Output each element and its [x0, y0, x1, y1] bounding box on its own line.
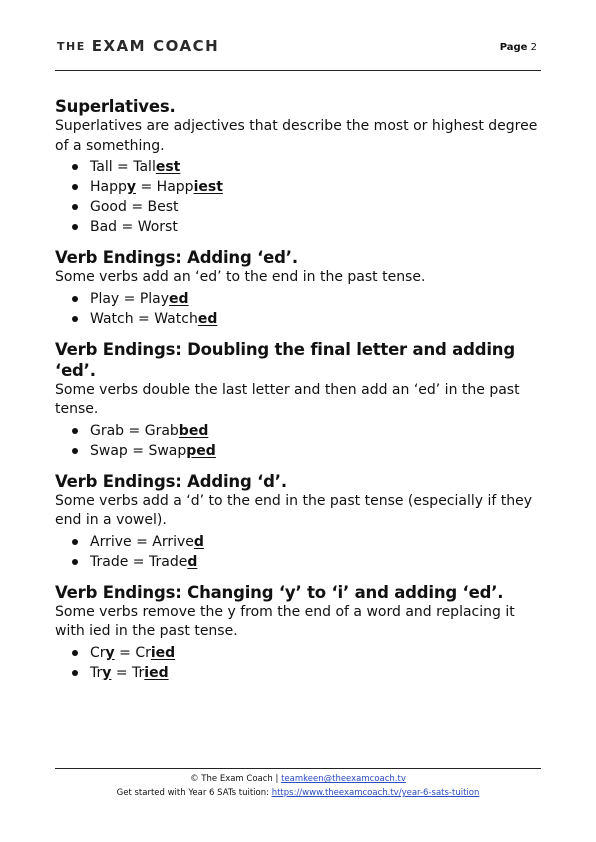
stem: Cr — [135, 644, 151, 661]
list-item — [90, 421, 545, 441]
base-word: Grab — [90, 422, 125, 439]
section-adding-ed — [55, 247, 545, 329]
equals: = — [133, 310, 155, 327]
section-title: Verb Endings: Adding ‘ed’. — [55, 248, 298, 267]
base-word: Play — [90, 290, 120, 307]
equals: = — [112, 159, 134, 175]
suffix: ied — [144, 664, 169, 681]
equals: = — [119, 290, 140, 307]
tuition-text: Get started with Year 6 SATs tuition: — [116, 788, 272, 798]
section-body: Some verbs double the last letter and then add an ‘ed’ in the past tense. — [55, 381, 520, 417]
stem: Arrive — [152, 533, 194, 550]
stem: Play — [139, 290, 170, 307]
section-body: Some verbs add an ‘ed’ to the end in the past tense. — [55, 269, 426, 285]
list-item — [90, 177, 545, 197]
equals: = — [124, 422, 145, 439]
stem: Watch — [154, 310, 198, 327]
list-item: Good = Best — [90, 197, 545, 217]
list-item — [90, 552, 545, 572]
section-title: Superlatives. — [55, 97, 176, 116]
equals: = — [114, 644, 136, 661]
section-title: Verb Endings: Changing ‘y’ to ‘i’ and adding ‘ed’. — [55, 582, 504, 602]
section-title: Verb Endings: Adding ‘d’. — [55, 471, 287, 491]
exam-coach-logo — [57, 36, 219, 55]
base-word: Watch — [90, 310, 134, 327]
page-number — [500, 42, 537, 53]
list-item — [90, 289, 545, 309]
suffix: ped — [186, 442, 216, 459]
list-item — [90, 532, 545, 552]
suffix: d — [193, 533, 204, 550]
base-word: Tr — [90, 664, 103, 681]
page-label: Page — [499, 42, 528, 53]
example-list — [55, 643, 545, 683]
base-word: Trade — [90, 553, 129, 570]
section-body: Some verbs add a ‘d’ to the end in the past tense (especially if they end in a vowel). — [55, 492, 533, 528]
page-number-value: 2 — [530, 42, 537, 53]
equals: = — [127, 442, 149, 459]
suffix: iest — [193, 179, 223, 195]
base-word: Happ — [90, 179, 127, 195]
suffix: est — [155, 159, 181, 175]
email-link[interactable]: teamkeen@theexamcoach.tv — [281, 774, 406, 784]
list-item — [90, 441, 545, 461]
section-superlatives — [55, 96, 545, 237]
list-item — [90, 663, 545, 683]
example-list — [55, 532, 545, 572]
footer-line-1 — [55, 772, 541, 786]
equals: = — [111, 664, 133, 681]
list-item — [90, 309, 545, 329]
equals: = — [131, 533, 153, 550]
logo-the: THE — [57, 40, 86, 53]
stem: Tall — [133, 159, 156, 175]
section-title: Verb Endings: Doubling the final letter and adding ‘ed’. — [55, 339, 515, 380]
stem: Swap — [148, 442, 187, 459]
base-word: Cr — [90, 644, 106, 661]
section-y-to-i — [55, 582, 545, 683]
stem: Grab — [144, 422, 179, 439]
list-item: Bad = Worst — [90, 217, 545, 237]
suffix: ed — [197, 310, 218, 327]
base-word: Swap — [90, 442, 128, 459]
page-header — [55, 32, 541, 71]
page-content — [55, 96, 545, 693]
suffix: d — [187, 553, 198, 570]
base-word: Tall — [90, 159, 113, 175]
footer-line-2 — [55, 786, 541, 800]
suffix: ed — [169, 290, 189, 307]
page-footer — [55, 768, 541, 800]
suffix: bed — [178, 422, 209, 439]
equals: = — [136, 179, 157, 195]
base-ending: y — [105, 644, 115, 661]
logo-exam: EXAM — [91, 37, 147, 55]
section-adding-d — [55, 471, 545, 572]
example-list — [55, 421, 545, 461]
copyright-text: © The Exam Coach | — [190, 774, 282, 784]
section-body: Superlatives are adjectives that describe the most or highest degree of a something. — [55, 118, 538, 154]
logo-coach: COACH — [153, 37, 220, 55]
stem: Tr — [132, 664, 145, 681]
example-list — [55, 157, 545, 237]
section-body: Some verbs remove the y from the end of a word and replacing it with ied in the past tense. — [55, 603, 515, 639]
example-list — [55, 289, 545, 329]
tuition-link[interactable]: https://www.theexamcoach.tv/year-6-sats-tuition — [271, 788, 480, 798]
suffix: ied — [150, 644, 176, 661]
base-ending: y — [126, 179, 137, 195]
equals: = — [128, 553, 149, 570]
base-ending: y — [102, 664, 112, 681]
section-doubling — [55, 339, 545, 461]
base-word: Arrive — [90, 533, 132, 550]
stem: Trade — [148, 553, 188, 570]
stem: Happ — [156, 179, 194, 195]
list-item — [90, 157, 545, 177]
list-item — [90, 643, 545, 663]
